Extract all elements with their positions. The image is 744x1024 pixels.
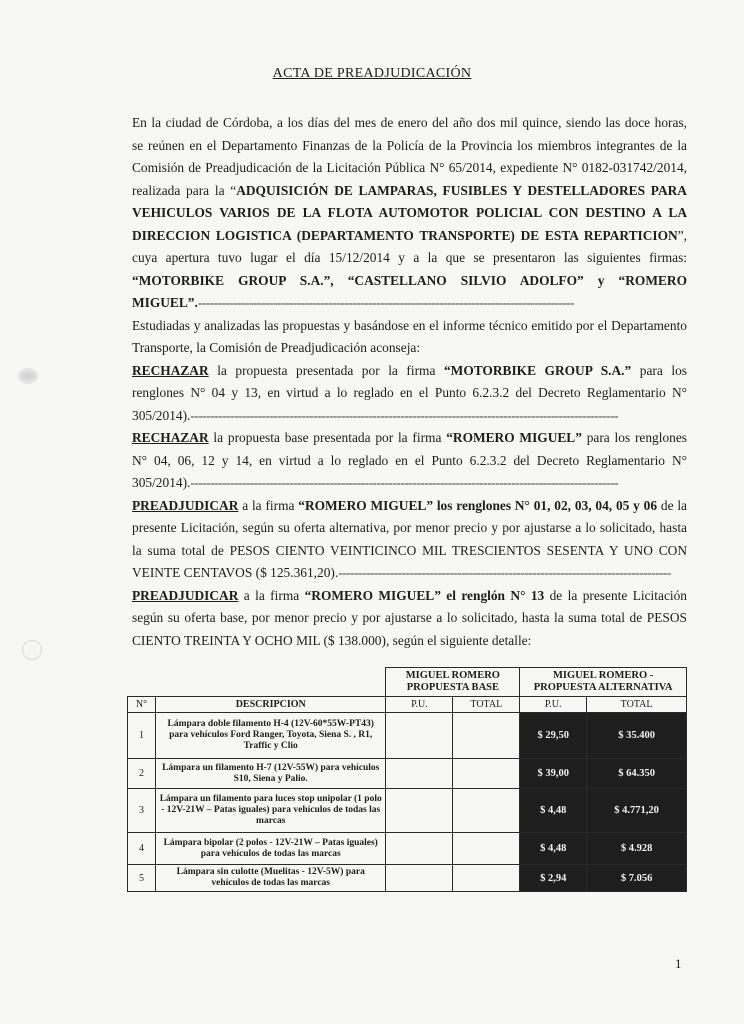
row-description: Lámpara sin culotte (Muelitas - 12V-5W) para vehículos de todas las marcas <box>155 865 386 892</box>
column-header-base-pu: P.U. <box>386 697 453 713</box>
reject1-line2: renglones N° 04 y 13, en virtud a lo reglado en el Punto 6.2.3.2 del Decreto Reglamentario N° <box>132 385 687 400</box>
row-base-pu <box>386 713 453 759</box>
row-alt-total: $ 35.400 <box>587 713 687 759</box>
para1-line1: En la ciudad de Córdoba, a los días del mes de enero del año dos mil quince, siendo las doce horas, <box>132 115 687 130</box>
row-description: Lámpara doble filamento H-4 (12V-60*55W-PT43) para vehículos Ford Ranger, Toyota, Siena S. , R1, Traffic y Clio <box>155 713 386 759</box>
row-alt-pu: $ 4,48 <box>520 789 587 833</box>
document-title: ACTA DE PREADJUDICACIÓN <box>272 66 472 81</box>
row-number: 2 <box>128 759 156 789</box>
table-column-header-row <box>128 697 687 713</box>
table-row <box>128 833 687 865</box>
row-base-pu <box>386 789 453 833</box>
para1-line2: se reúnen en el Departamento Finanzas de la Policía de la Provincia los miembros integrantes de la <box>132 137 687 153</box>
column-header-alt-pu: P.U. <box>520 697 587 713</box>
column-header-base-total: TOTAL <box>453 697 520 713</box>
punch-hole-mark-lower <box>22 640 42 660</box>
row-base-pu <box>386 833 453 865</box>
reject1-line3: 305/2014).------------------------------------------------------------------------------------------------------------ <box>132 407 618 423</box>
para2-line2: Transporte, la Comisión de Preadjudicación aconseja: <box>132 340 421 355</box>
award2-line3: CIENTO TREINTA Y OCHO MIL ($ 138.000), según el siguiente detalle: <box>132 632 532 648</box>
reject2-line3: 305/2014).------------------------------------------------------------------------------------------------------------ <box>132 475 618 490</box>
column-header-number: N° <box>128 697 156 713</box>
column-header-alt-total: TOTAL <box>587 697 687 713</box>
para1-line5: VEHICULOS VARIOS DE LA FLOTA AUTOMOTOR POLICIAL CON DESTINO A LA <box>132 205 687 220</box>
row-number: 4 <box>128 833 156 865</box>
table-row <box>128 713 687 759</box>
para1-line7: cuya apertura tuvo lugar el día 15/12/2014 y a la que se presentaron las siguientes firmas: <box>132 250 687 265</box>
document-body <box>132 112 687 652</box>
award2-line2: según su oferta base, por menor precio y por ajustarse a lo solicitado, hasta la suma total de PESOS <box>132 610 687 625</box>
row-alt-total: $ 64.350 <box>587 759 687 789</box>
row-base-total <box>453 713 520 759</box>
price-detail-table <box>127 667 687 892</box>
row-alt-pu: $ 39,00 <box>520 759 587 789</box>
row-alt-pu: $ 4,48 <box>520 833 587 865</box>
row-alt-pu: $ 29,50 <box>520 713 587 759</box>
group-header-alternative: MIGUEL ROMERO - PROPUESTA ALTERNATIVA <box>520 668 687 697</box>
para1-line6: DIRECCION LOGISTICA (DEPARTAMENTO TRANSPORTE) DE ESTA REPARTICION”, <box>132 227 687 243</box>
table-row <box>128 759 687 789</box>
row-number: 1 <box>128 713 156 759</box>
row-alt-total: $ 4.771,20 <box>587 789 687 833</box>
row-base-pu <box>386 865 453 892</box>
reject2-line2: N° 04, 06, 12 y 14, en virtud a lo reglado en el Punto 6.2.3.2 del Decreto Reglamentario N° <box>132 452 687 468</box>
para2-line1: Estudiadas y analizadas las propuestas y basándose en el informe técnico emitido por el Departamento <box>132 317 687 333</box>
row-number: 3 <box>128 789 156 833</box>
row-description: Lámpara bipolar (2 polos - 12V-21W – Patas iguales) para vehículos de todas las marcas <box>155 833 386 865</box>
row-base-total <box>453 865 520 892</box>
punch-hole-mark <box>18 368 38 384</box>
para1-line4: realizada para la “ADQUISICIÓN DE LAMPARAS, FUSIBLES Y DESTELLADORES PARA <box>132 182 687 198</box>
row-base-total <box>453 789 520 833</box>
reject2-line1: RECHAZAR la propuesta base presentada por la firma “ROMERO MIGUEL” para los renglones <box>132 430 688 445</box>
row-base-pu <box>386 759 453 789</box>
row-alt-total: $ 4.928 <box>587 833 687 865</box>
row-alt-pu: $ 2,94 <box>520 865 587 892</box>
table-row <box>128 789 687 833</box>
column-header-description: DESCRIPCION <box>155 697 386 713</box>
award1-line4: VEINTE CENTAVOS ($ 125.361,20).------------------------------------------------------------------------------------ <box>132 565 671 580</box>
para1-line8: “MOTORBIKE GROUP S.A.”, “CASTELLANO SILVIO ADOLFO” y “ROMERO <box>132 272 687 288</box>
group-header-base: MIGUEL ROMERO PROPUESTA BASE <box>386 668 520 697</box>
award1-line1: PREADJUDICAR a la firma “ROMERO MIGUEL” los renglones N° 01, 02, 03, 04, 05 y 06 de la <box>132 497 687 513</box>
row-description: Lámpara un filamento para luces stop unipolar (1 polo - 12V-21W – Patas iguales) para vehículos de todas las marcas <box>155 789 386 833</box>
award1-line2: presente Licitación, según su oferta alternativa, por menor precio y por ajustarse a lo solicitado, hasta <box>132 520 687 535</box>
table-row <box>128 865 687 892</box>
reject1-line1: RECHAZAR la propuesta presentada por la firma “MOTORBIKE GROUP S.A.” para los <box>132 362 687 378</box>
row-base-total <box>453 759 520 789</box>
table-group-header-row <box>128 668 687 697</box>
row-description: Lámpara un filamento H-7 (12V-55W) para vehículos S10, Siena y Palio. <box>155 759 386 789</box>
row-base-total <box>453 833 520 865</box>
row-alt-total: $ 7.056 <box>587 865 687 892</box>
row-number: 5 <box>128 865 156 892</box>
page-number: 1 <box>675 956 682 971</box>
award1-line3: la suma total de PESOS CIENTO VEINTICINCO MIL TRESCIENTOS SESENTA Y UNO CON <box>132 542 687 558</box>
award2-line1: PREADJUDICAR a la firma “ROMERO MIGUEL” el renglón N° 13 de la presente Licitación <box>132 587 687 603</box>
para1-line3: Comisión de Preadjudicación de la Licitación Pública N° 65/2014, expediente N° 0182-031742/2014, <box>132 160 687 175</box>
para1-line9: MIGUEL”.----------------------------------------------------------------------------------------------- <box>132 295 574 310</box>
